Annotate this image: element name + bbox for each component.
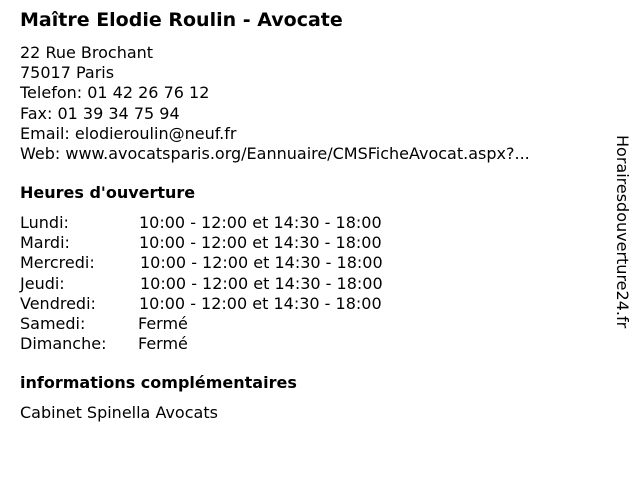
page-title: Maître Elodie Roulin - Avocate	[20, 9, 343, 31]
day-label: Mercredi:	[20, 253, 95, 273]
opening-hours-table	[20, 213, 440, 354]
time-range: Fermé	[138, 334, 188, 354]
time-range: 10:00 - 12:00 et 14:30 - 18:00	[140, 273, 383, 293]
hours-row-saturday	[20, 314, 440, 334]
phone-number: Telefon: 01 42 26 76 12	[20, 83, 210, 103]
site-watermark: Horairesdouverture24.fr	[613, 135, 632, 329]
hours-row-thursday	[20, 274, 440, 294]
opening-hours-heading: Heures d'ouverture	[20, 183, 196, 202]
time-range: 10:00 - 12:00 et 14:30 - 18:00	[140, 253, 383, 273]
website-url: Web: www.avocatsparis.org/Eannuaire/CMSFicheAvocat.aspx?...	[20, 143, 530, 163]
email-address: Email: elodieroulin@neuf.fr	[20, 123, 237, 143]
day-label: Samedi:	[20, 313, 86, 333]
time-range: Fermé	[138, 313, 188, 333]
time-range: 10:00 - 12:00 et 14:30 - 18:00	[139, 293, 382, 313]
day-label: Jeudi:	[20, 273, 65, 293]
time-range: 10:00 - 12:00 et 14:30 - 18:00	[139, 233, 382, 253]
fax-number: Fax: 01 39 34 75 94	[20, 103, 180, 123]
day-label: Mardi:	[20, 233, 70, 253]
day-label: Lundi:	[20, 213, 69, 232]
day-label: Dimanche:	[20, 334, 107, 354]
city-postcode: 75017 Paris	[20, 63, 115, 83]
day-label: Vendredi:	[20, 293, 96, 313]
hours-row-friday	[20, 294, 440, 314]
additional-info-text: Cabinet Spinella Avocats	[20, 403, 218, 422]
street-address: 22 Rue Brochant	[20, 43, 154, 62]
contact-block	[20, 43, 530, 164]
hours-row-monday	[20, 213, 440, 233]
time-range: 10:00 - 12:00 et 14:30 - 18:00	[139, 213, 382, 232]
additional-info-heading: informations complémentaires	[20, 373, 297, 392]
hours-row-sunday	[20, 334, 440, 354]
hours-row-wednesday	[20, 253, 440, 273]
hours-row-tuesday	[20, 233, 440, 253]
